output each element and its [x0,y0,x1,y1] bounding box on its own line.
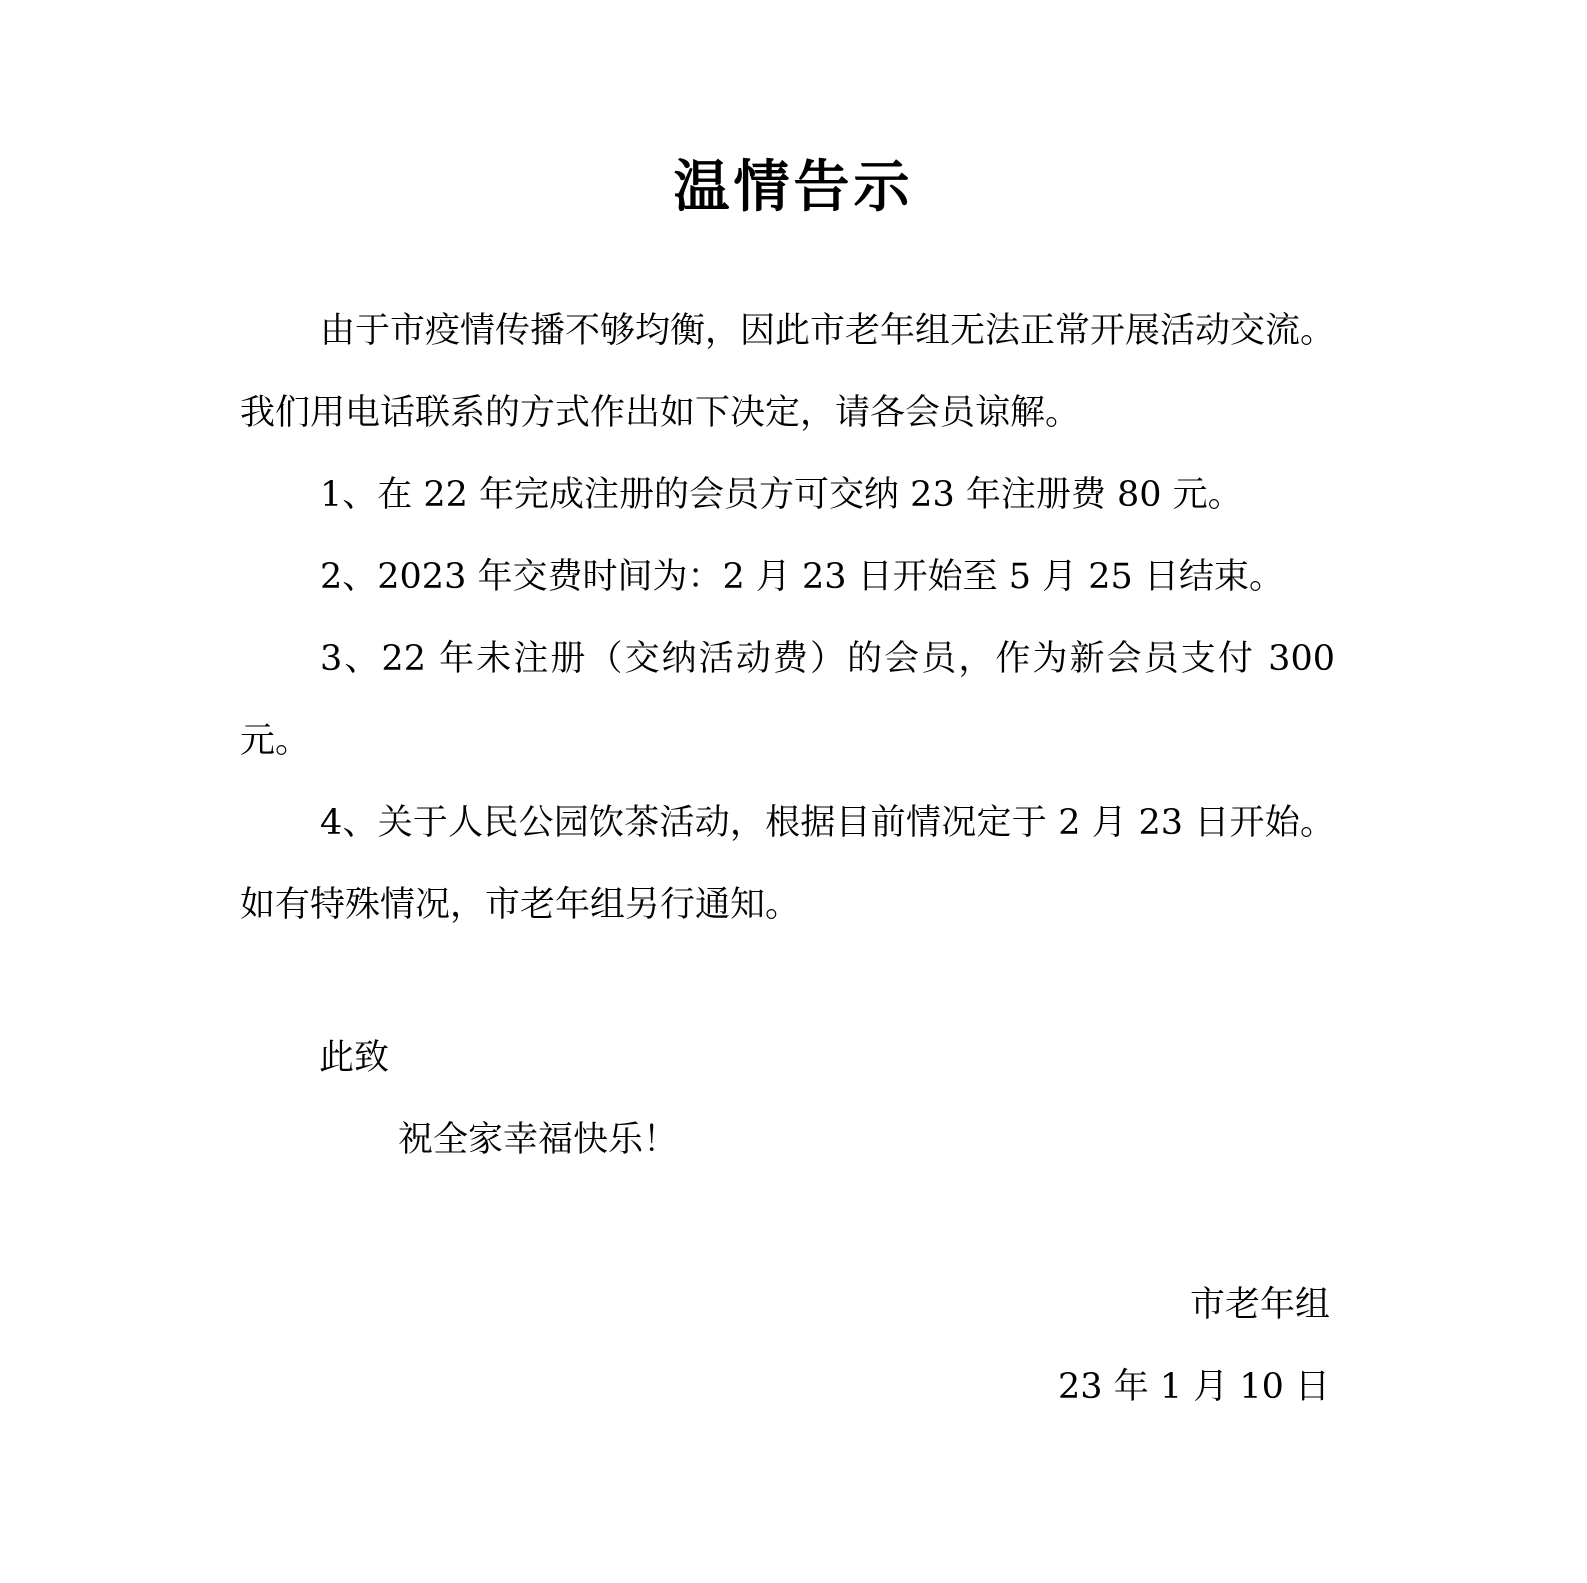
notice-title: 温情告示 [673,154,914,220]
item-4-paragraph: 4、关于人民公园饮茶活动，根据目前情况定于 2 月 23 日开始。如有特殊情况，市老年组另行通知。 [240,803,1335,925]
closing-salutation: 此致 [319,1038,390,1078]
closing-wish: 祝全家幸福快乐！ [398,1120,679,1160]
signature-organization: 市老年组 [1189,1285,1330,1325]
intro-paragraph: 由于市疫情传播不够均衡，因此市老年组无法正常开展活动交流。我们用电话联系的方式作出如下决定，请各会员谅解。 [240,311,1336,433]
item-3-paragraph: 3、22 年未注册（交纳活动费）的会员，作为新会员支付 300 元。 [240,639,1335,761]
notice-body [240,290,1335,946]
signature-date: 23 年 1 月 10 日 [1058,1367,1330,1407]
item-2-paragraph: 2、2023 年交费时间为：2 月 23 日开始至 5 月 25 日结束。 [320,557,1284,597]
item-1-paragraph: 1、在 22 年完成注册的会员方可交纳 23 年注册费 80 元。 [320,475,1243,515]
